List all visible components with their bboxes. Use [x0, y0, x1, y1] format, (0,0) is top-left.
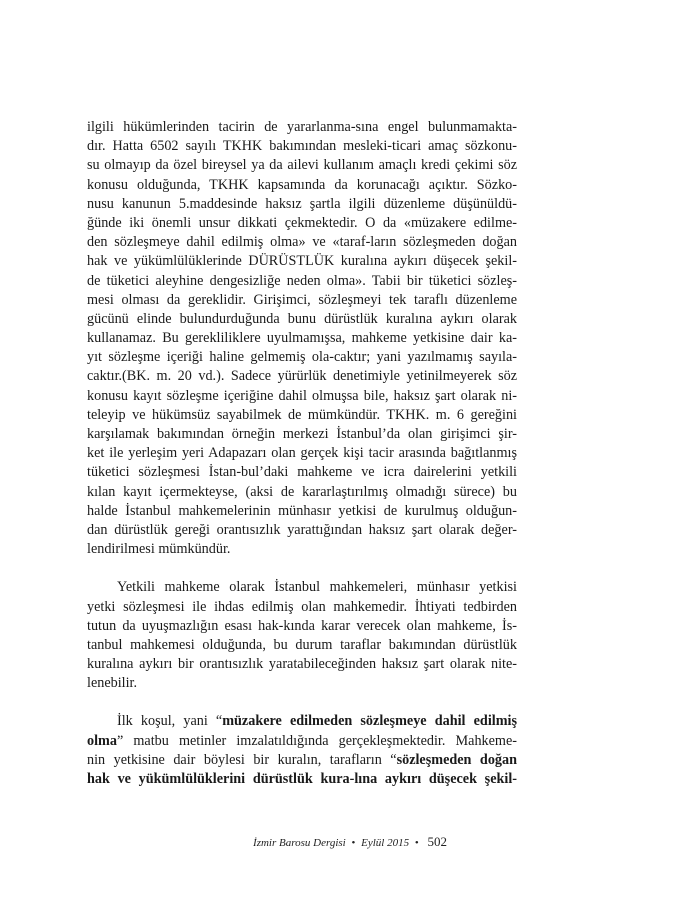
text-line: ğünde iki önemli unsur dikkati çekmektedir. O da «müzakere edilme-: [87, 214, 517, 231]
text-line: kılan kayıt içermekteyse, (aksi de kararlaştırılmış olmadığı sürece) bu: [87, 483, 517, 500]
text-line: lenebilir.: [87, 675, 138, 692]
text-line: ilgili hükümlerinden tacirin de yararlanma-sına engel bulunmamakta-: [87, 119, 517, 135]
journal-name: İzmir Barosu Dergisi: [253, 837, 346, 849]
text-run: nin yetkisine dair böylesi bir kuralın, tarafların “: [87, 751, 397, 768]
paragraph-2: [87, 578, 517, 693]
text-line: [87, 770, 517, 789]
page-footer: [0, 834, 700, 850]
text-run: İlk koşul, yani “: [117, 713, 223, 730]
text-line: yıt sözleşme içeriği haline gelmemiş ola-caktır; yani yazılmamış sayıla-: [87, 349, 517, 366]
text-run: ” matbu metinler imzalatıldığında gerçekleşmektedir. Mahkeme-: [116, 732, 517, 749]
text-line: mesi olması da gereklidir. Girişimci, sözleşmeyi tek taraflı düzenleme: [87, 291, 517, 308]
text-line: karşılamak bakımından örneğin merkezi İstanbul’da olan girişimci şir-: [87, 426, 517, 442]
text-line: [87, 732, 517, 751]
text-line: caktır.(BK. m. 20 vd.). Sadece yürürlük denetimiyle yetinilmeyerek söz: [87, 368, 517, 385]
page-number: 502: [427, 834, 447, 849]
text-line: kuralına aykırı bir orantısızlık yaratabileceğinden haksız şart olarak nite-: [87, 656, 517, 673]
text-line: [87, 751, 517, 770]
text-line: konusu olduğunda, TKHK kapsamında da korunacağı açıktır. Sözko-: [87, 176, 517, 193]
paragraph-gap: [87, 559, 517, 578]
text-line: tanbul mahkemesi olduğunda, bu durum taraflar bakımından dürüstlük: [87, 636, 517, 653]
text-line: kullanamaz. Bu gerekliliklere uyulmamışsa, mahkeme yetkisine dair ka-: [87, 330, 517, 347]
text-line: Yetkili mahkeme olarak İstanbul mahkemeleri, münhasır yetkisi: [117, 579, 517, 596]
text-line: dır. Hatta 6502 sayılı TKHK bakımından mesleki-ticari amaç sözkonu-: [87, 138, 517, 155]
paragraph-1: [87, 118, 517, 559]
paragraph-3: [87, 712, 517, 789]
bold-text: sözleşmeden doğan: [396, 751, 517, 768]
bullet-separator: •: [351, 837, 356, 849]
text-line: halde İstanbul mahkemelerinin münhasır yetkisi de kurulmuş olduğun-: [87, 502, 517, 519]
text-line: konusu kayıt sözleşme içeriğine dahil olmuşsa bile, haksız şart olarak ni-: [87, 387, 517, 404]
text-line: nusu kanunun 5.maddesinde haksız şartla ilgili düzenleme düşünüldü-: [87, 195, 517, 212]
text-line: tutun da uyuşmazlığın esası hak-kında karar verecek olan mahkeme, İs-: [87, 617, 517, 634]
page-body: [87, 118, 517, 789]
text-line: hak ve yükümlülüklerinde DÜRÜSTLÜK kuralına aykırı düşecek şekil-: [87, 253, 517, 270]
text-line: dan dürüstlük gereği orantısızlık yarattığından haksız şart olarak değer-: [87, 521, 517, 538]
bullet-separator: •: [414, 837, 419, 849]
text-line: tüketici sözleşmesi İstan-bul’daki mahkeme ve icra dairelerini yetkili: [87, 464, 517, 481]
text-line: lendirilmesi mümkündür.: [87, 541, 231, 558]
paragraph-gap: [87, 693, 517, 712]
text-line: ket ile yerleşim yeri Adapazarı olan gerçek kişi tacir arasında bağıtlanmış: [87, 445, 517, 462]
text-line: de tüketici aleyhine dengesizliğe neden olma». Tabii bir tüketici sözleş-: [87, 272, 517, 289]
issue-date: Eylül 2015: [361, 837, 410, 849]
text-line: gücünü elinde bulundurduğunda bunu dürüstlük kuralına aykırı olarak: [87, 310, 517, 327]
bold-text: hak ve yükümlülüklerini dürüstlük kura-lına aykırı düşecek şekil-: [87, 771, 517, 787]
bold-text: müzakere edilmeden sözleşmeye dahil edilmiş: [222, 713, 517, 730]
text-line: [87, 712, 517, 731]
text-line: su olmayıp da özel bireysel ya da ailevi kullanım amaçlı kredi çekimi söz: [87, 157, 517, 174]
text-line: den sözleşmeye dahil edilmiş olma» ve «taraf-ların sözleşmeden doğan: [87, 234, 517, 251]
text-line: yetki sözleşmesi ile ihdas edilmiş olan mahkemedir. İhtiyati tedbirden: [87, 598, 517, 615]
text-line: teleyip ve hükümsüz sayabilmek de mümkündür. TKHK. m. 6 gereğini: [87, 406, 517, 423]
bold-text: olma: [87, 732, 117, 749]
